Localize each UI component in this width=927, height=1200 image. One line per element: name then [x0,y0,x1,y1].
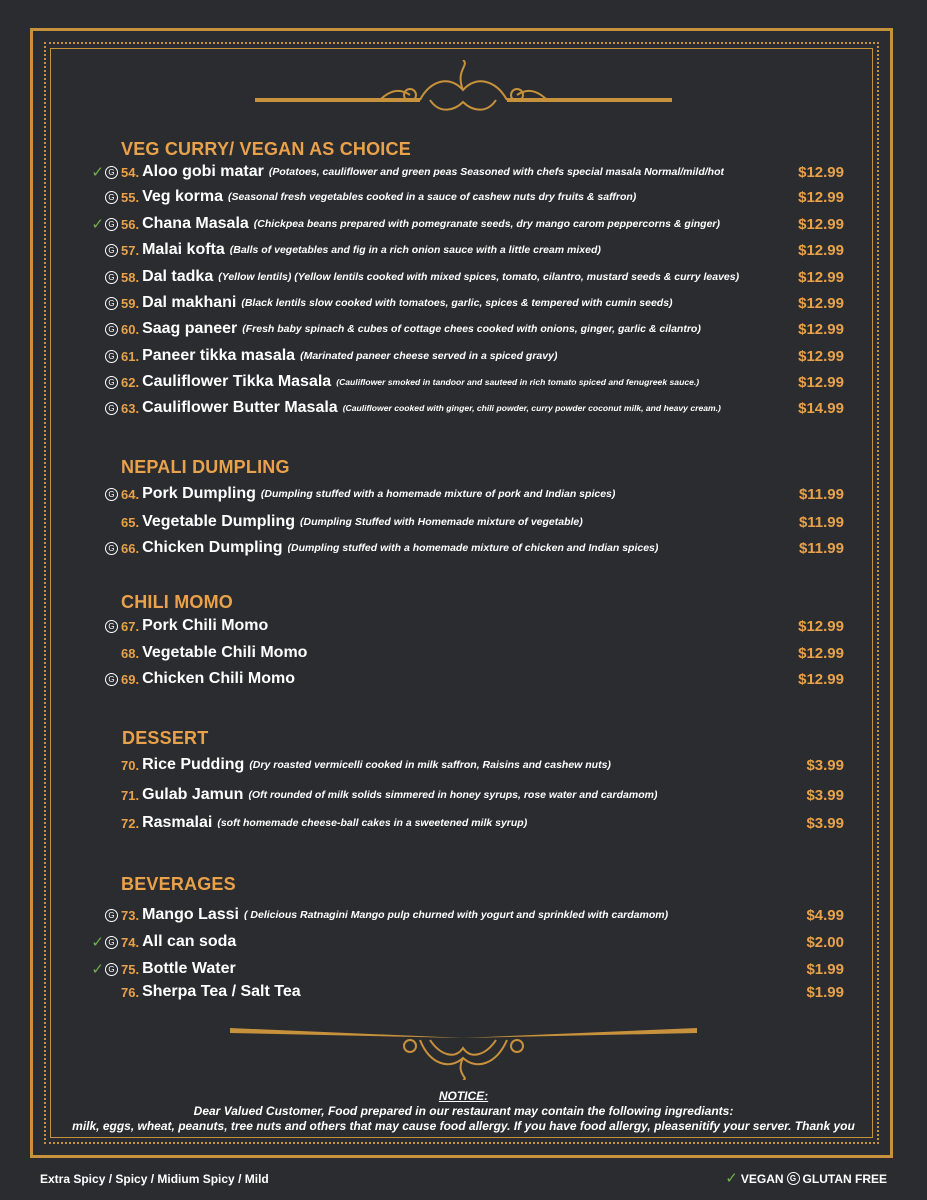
gluten-free-icon: G [105,488,118,501]
item-name: Chicken Dumpling [142,539,283,556]
menu-item-row [84,511,844,533]
item-description: (soft homemade cheese-ball cakes in a sweetened milk syrup) [217,817,528,829]
item-description: (Dumpling Stuffed with Homemade mixture of vegetable) [300,516,583,528]
item-price: $12.99 [798,215,844,233]
diet-badges [84,271,118,284]
diet-badges [84,909,118,922]
item-description: (Chickpea beans prepared with pomegranate seeds, dry mango carom peppercorns & ginger) [253,218,721,230]
item-price: $12.99 [798,644,844,662]
item-number: 58. [121,269,140,285]
item-name: Vegetable Dumpling [142,513,295,530]
gluten-free-icon: G [105,402,118,415]
item-description: (Fresh baby spinach & cubes of cottage chees cooked with onions, ginger, garlic & cilantro) [242,323,701,335]
diet-legend [725,1171,887,1186]
item-name: Malai kofta [142,241,225,258]
item-number: 57. [121,242,140,258]
vegan-leaf-icon: ✓ [91,960,104,978]
item-price: $11.99 [798,513,844,531]
menu-item-row [84,812,844,834]
gluten-free-icon: G [105,963,118,976]
item-number: 69. [121,671,140,687]
item-number: 66. [121,540,140,556]
top-flourish-ornament [0,60,927,120]
item-description: (Cauliflower cooked with ginger, chili powder, curry powder coconut milk, and heavy cream.) [342,403,721,413]
diet-badges [84,620,118,633]
item-name: Veg korma [142,188,224,205]
gluten-free-icon: G [105,191,118,204]
spice-levels-legend: Extra Spicy / Spicy / Midium Spicy / Mild [40,1172,269,1186]
menu-item-row [84,397,844,419]
item-number: 56. [121,216,140,232]
item-description: ( Delicious Ratnagini Mango pulp churned with yogurt and sprinkled with cardamom) [243,909,669,921]
gluten-free-icon: G [105,936,118,949]
diet-badges [84,402,118,415]
section-title-chili-momo: CHILI MOMO [121,592,233,612]
item-name: Vegetable Chili Momo [142,644,308,661]
item-price: $3.99 [806,756,844,774]
gluten-free-icon: G [105,297,118,310]
item-description: (Potatoes, cauliflower and green peas Seasoned with chefs special masala Normal/mild/hot [268,166,724,178]
item-price: $12.99 [798,373,844,391]
vegan-leaf-icon: ✓ [91,933,104,951]
vegan-leaf-icon: ✓ [725,1170,738,1187]
menu-item-row [84,483,844,505]
section-title-beverages: BEVERAGES [121,874,236,894]
menu-item-row [84,642,844,664]
diet-badges [84,323,118,336]
section-title-veg-curry: VEG CURRY/ VEGAN AS CHOICE [121,139,411,159]
item-price: $11.99 [798,539,844,557]
notice-line-2: milk, eggs, wheat, peanuts, tree nuts and others that may cause food allergy. If you have food allergy, pleasenitify your server. Thank you [72,1119,855,1133]
gluten-free-icon: G [105,620,118,633]
section-title-dessert: DESSERT [122,728,209,748]
item-name: Pork Chili Momo [142,617,269,634]
diet-badges [84,191,118,204]
item-description: (Black lentils slow cooked with tomatoes, garlic, spices & tempered with cumin seeds) [241,297,673,309]
bottom-flourish-ornament [0,1020,927,1080]
diet-badges [84,962,118,977]
menu-item-row [84,784,844,806]
notice-title: NOTICE: [438,1089,489,1103]
item-description: (Dumpling stuffed with a homemade mixture of pork and Indian spices) [260,488,616,500]
item-number: 70. [121,757,140,773]
item-price: $12.99 [798,268,844,286]
item-number: 68. [121,645,140,661]
item-name: Rice Pudding [142,756,245,773]
item-price: $12.99 [798,320,844,338]
item-name: Bottle Water [142,960,236,977]
item-description: (Dumpling stuffed with a homemade mixture of chicken and Indian spices) [287,542,659,554]
item-name: Dal tadka [142,268,214,285]
diet-badges [84,488,118,501]
item-price: $14.99 [798,399,844,417]
item-name: Chana Masala [142,215,249,232]
item-number: 61. [121,348,140,364]
item-name: Paneer tikka masala [142,347,296,364]
item-name: Rasmalai [142,814,213,831]
item-number: 71. [121,787,140,803]
item-price: $1.99 [806,983,844,1001]
item-number: 67. [121,618,140,634]
item-number: 55. [121,189,140,205]
gluten-free-icon: G [105,166,118,179]
menu-item-row [84,537,844,559]
allergy-notice [40,1089,887,1134]
item-number: 75. [121,961,140,977]
item-number: 64. [121,486,140,502]
item-price: $1.99 [806,960,844,978]
diet-badges [84,217,118,232]
vegan-leaf-icon: ✓ [91,163,104,181]
menu-item-row [84,958,844,980]
menu-item-row [84,371,844,393]
item-number: 62. [121,374,140,390]
menu-item-row [84,318,844,340]
item-description: (Cauliflower smoked in tandoor and sauteed in rich tomato spiced and fenugreek sauce.) [336,377,700,387]
gluten-free-icon: G [105,218,118,231]
item-price: $12.99 [798,347,844,365]
menu-item-row [84,931,844,953]
item-name: Aloo gobi matar [142,163,264,180]
menu-item-row [84,904,844,926]
gluten-free-icon: G [105,323,118,336]
item-number: 63. [121,400,140,416]
item-number: 59. [121,295,140,311]
section-title-nepali-dumpling: NEPALI DUMPLING [121,457,290,477]
item-description: (Dry roasted vermicelli cooked in milk saffron, Raisins and cashew nuts) [249,759,611,771]
gluten-free-icon: G [105,673,118,686]
gluten-free-legend-label: GLUTAN FREE [802,1171,887,1186]
diet-badges [84,935,118,950]
item-price: $3.99 [806,786,844,804]
gluten-free-icon: G [787,1172,800,1185]
menu-item-row [84,668,844,690]
item-number: 74. [121,934,140,950]
item-description: (Balls of vegetables and fig in a rich onion sauce with a little cream mixed) [229,244,601,256]
diet-badges [84,244,118,257]
item-name: All can soda [142,933,237,950]
item-price: $2.00 [806,933,844,951]
gluten-free-icon: G [105,350,118,363]
item-price: $12.99 [798,163,844,181]
item-description: (Marinated paneer cheese served in a spiced gravy) [300,350,558,362]
item-name: Dal makhani [142,294,237,311]
item-price: $12.99 [798,241,844,259]
item-price: $12.99 [798,670,844,688]
item-number: 54. [121,164,140,180]
gluten-free-icon: G [105,244,118,257]
menu-item-row [84,292,844,314]
item-price: $12.99 [798,617,844,635]
diet-badges [84,297,118,310]
item-number: 73. [121,907,140,923]
item-description: (Seasonal fresh vegetables cooked in a sauce of cashew nuts dry fruits & saffron) [228,191,637,203]
menu-item-row [84,981,844,1003]
diet-badges [84,165,118,180]
item-name: Cauliflower Butter Masala [142,399,338,416]
item-number: 60. [121,321,140,337]
notice-line-1: Dear Valued Customer, Food prepared in our restaurant may contain the following ingrediants: [193,1104,734,1118]
item-price: $4.99 [806,906,844,924]
menu-item-row [84,615,844,637]
diet-badges [84,673,118,686]
item-name: Saag paneer [142,320,238,337]
item-number: 65. [121,514,140,530]
item-name: Pork Dumpling [142,485,256,502]
item-description: (Oft rounded of milk solids simmered in honey syrups, rose water and cardamom) [248,789,658,801]
vegan-leaf-icon: ✓ [91,215,104,233]
item-number: 72. [121,815,140,831]
diet-badges [84,376,118,389]
item-price: $11.99 [798,485,844,503]
menu-item-row [84,345,844,367]
item-name: Sherpa Tea / Salt Tea [142,983,301,1000]
vegan-legend-label: VEGAN [740,1171,784,1186]
menu-item-row [84,161,844,183]
gluten-free-icon: G [105,909,118,922]
item-price: $12.99 [798,294,844,312]
item-description: (Yellow lentils) (Yellow lentils cooked with mixed spices, tomato, cilantro, mustard seeds & curry leaves) [218,271,740,283]
menu-item-row [84,213,844,235]
gluten-free-icon: G [105,542,118,555]
menu-item-row [84,186,844,208]
diet-badges [84,542,118,555]
item-name: Gulab Jamun [142,786,244,803]
item-name: Cauliflower Tikka Masala [142,373,332,390]
item-name: Chicken Chili Momo [142,670,295,687]
item-price: $3.99 [806,814,844,832]
item-number: 76. [121,984,140,1000]
menu-item-row [84,754,844,776]
diet-badges [84,350,118,363]
menu-item-row [84,239,844,261]
item-price: $12.99 [798,188,844,206]
menu-item-row [84,266,844,288]
gluten-free-icon: G [105,376,118,389]
gluten-free-icon: G [105,271,118,284]
item-name: Mango Lassi [142,906,239,923]
